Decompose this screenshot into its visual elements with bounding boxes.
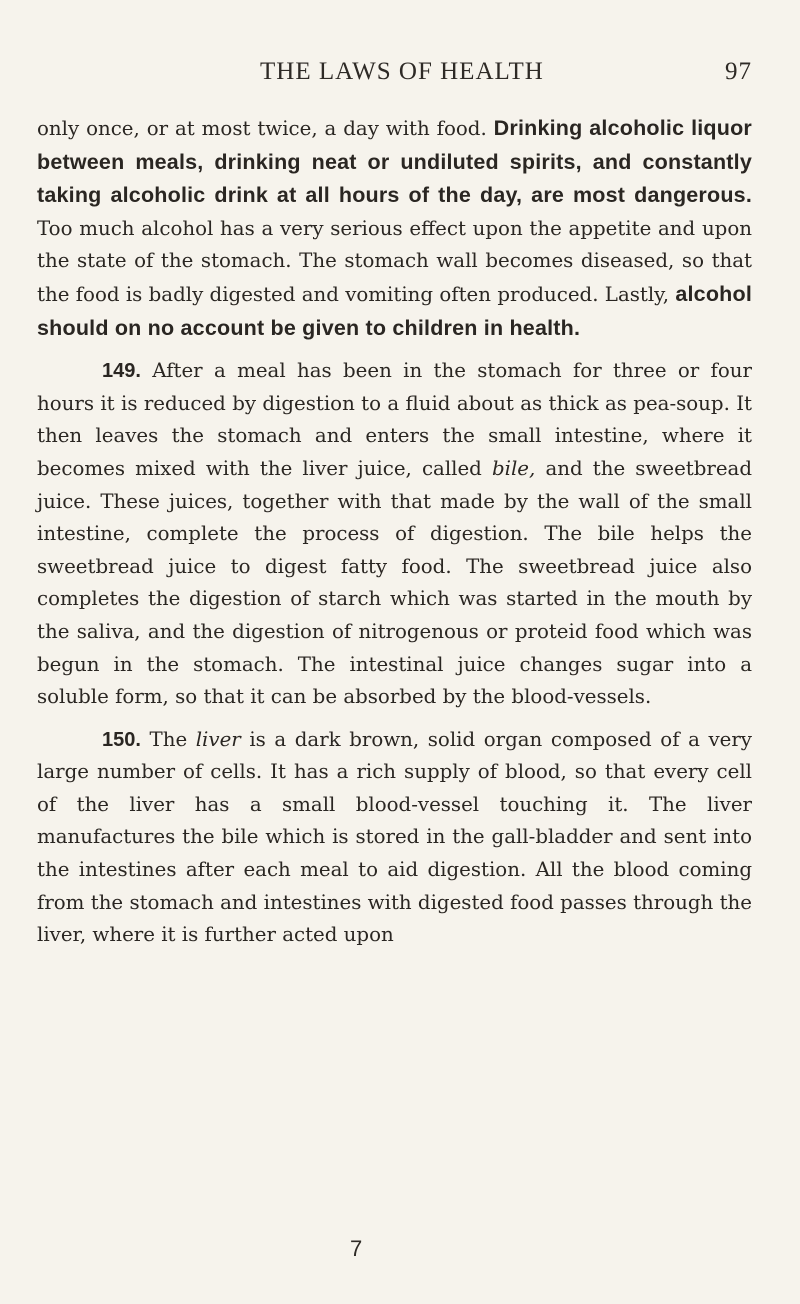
page-number: 97 bbox=[725, 58, 752, 85]
p1-sentence-1: only once, or at most twice, a day with food. bbox=[37, 117, 487, 140]
paragraph-number-149: 149. bbox=[102, 360, 141, 383]
signature-mark: 7 bbox=[350, 1236, 363, 1261]
paragraph-150 bbox=[37, 724, 752, 952]
p2-text-2: and the sweetbread juice. These juices, together with that made by the wall of the small intestine, complete the process of digestion. The bile helps the sweetbread juice to digest fatty food. The sweetbread juice also completes the digestion of starch which was started in the mouth by the saliva, and the digestion of nitrogenous or proteid food which was begun in the stomach. The intestinal juice changes sugar into a soluble form, so that it can be absorbed by the blood-vessels. bbox=[37, 456, 753, 709]
p1-bold-children-warning: alcohol should on no account be given to children in health. bbox=[37, 281, 752, 340]
p3-text-1: The bbox=[149, 727, 188, 751]
book-page bbox=[37, 0, 752, 1304]
p3-text-2: is a dark brown, solid organ composed of a very large number of cells. It has a rich supply of blood, so that every cell of the liver has a small blood-vessel touching it. The liver manufactures the bile which is stored in the gall-bladder and sent into the intestines after each meal to aid digestion. All the blood coming from the stomach and intestines with digested food passes through the liver, where it is further acted upon bbox=[37, 727, 752, 947]
running-head bbox=[37, 58, 752, 88]
paragraph-continued bbox=[37, 112, 752, 345]
running-title: THE LAWS OF HEALTH bbox=[260, 58, 544, 85]
term-liver: liver bbox=[195, 727, 241, 751]
p2-text-1: After a meal has been in the stomach for three or four hours it is reduced by digestion to a fluid about as thick as pea-soup. It then leaves the stomach and enters the small intestine, where it becomes mixed with the liver juice, called bbox=[37, 359, 752, 480]
paragraph-number-150: 150. bbox=[102, 728, 141, 751]
body-text bbox=[37, 112, 752, 952]
p1-bold-warning: Drinking alcoholic liquor between meals, drinking neat or undiluted spirits, and constantly taking alcoholic drink at all hours of the day, are most dangerous. bbox=[37, 116, 752, 208]
term-bile: bile, bbox=[491, 456, 536, 480]
p1-sentence-3: Too much alcohol has a very serious effect upon the appetite and upon the state of the stomach. The stomach wall becomes diseased, so that the food is badly digested and vomiting often produced. Lastly, bbox=[37, 216, 752, 306]
paragraph-149 bbox=[37, 355, 752, 714]
